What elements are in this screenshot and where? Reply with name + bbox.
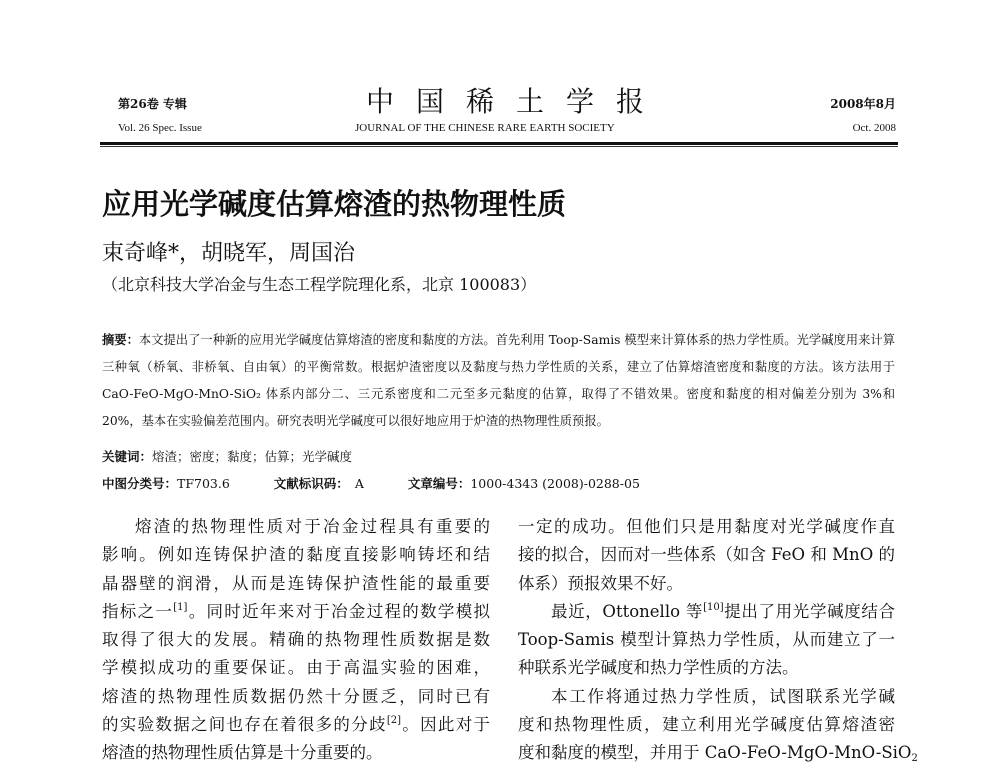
line-text: 取得了很大的发展。精确的热物理性质数据是数 <box>102 630 490 650</box>
article-title: 应用光学碱度估算熔渣的热物理性质 <box>102 187 567 221</box>
line-text: 熔渣的热物理性质估算是十分重要的。 <box>102 743 383 763</box>
volume-en: Vol. 26 Spec. Issue <box>118 122 202 134</box>
abstract <box>102 326 895 435</box>
line-text: 度和黏度的模型，并用于 CaO-FeO-MgO-MnO-SiO <box>518 743 912 763</box>
keywords-text: 熔渣；密度；黏度；估算；光学碱度 <box>152 449 353 464</box>
line-text: 体系）预报效果不好。 <box>518 573 683 593</box>
classification-line <box>102 474 640 492</box>
body-line <box>102 683 490 711</box>
body-line <box>518 626 895 654</box>
body-line <box>518 598 895 626</box>
line-text: 。同时近年来对于冶金过程的数学模拟 <box>187 601 491 621</box>
line-text: 本工作将通过热力学性质，试图联系光学碱 <box>551 686 895 706</box>
body-line <box>518 513 895 541</box>
body-line <box>518 654 895 682</box>
body-line <box>102 598 490 626</box>
line-text: 的实验数据之间也存在着很多的分歧 <box>102 715 387 735</box>
body-line <box>518 570 895 598</box>
line-text: 熔渣的热物理性质对于冶金过程具有重要的 <box>135 517 490 536</box>
line-text: 最近，Ottonello 等 <box>551 601 704 621</box>
body-line <box>102 541 490 569</box>
line-text: 接的拟合，因而对一些体系（如含 FeO 和 MnO 的 <box>518 545 895 565</box>
line-text: 提出了用光学碱度结合 <box>723 601 895 621</box>
line-text: 一定的成功。但他们只是用黏度对光学碱度作直 <box>518 517 895 536</box>
keywords-label: 关键词： <box>102 449 153 464</box>
body-line <box>518 711 895 739</box>
subscript: 2 <box>911 753 918 765</box>
body-line <box>102 654 490 682</box>
journal-title-en: JOURNAL OF THE CHINESE RARE EARTH SOCIETY <box>355 122 615 134</box>
line-text: 学模拟成功的重要保证。由于高温实验的困难， <box>102 658 490 678</box>
body-line <box>102 626 490 654</box>
article-no-label: 文章编号： <box>407 476 471 491</box>
citation: [10] <box>703 601 724 613</box>
abstract-label: 摘要： <box>102 332 139 347</box>
article-no-value: 1000-4343 (2008)-0288-05 <box>470 476 640 491</box>
body-column-left <box>102 513 490 768</box>
body-line <box>102 570 490 598</box>
citation: [1] <box>173 601 188 613</box>
keywords <box>102 447 352 465</box>
line-text: 影响。例如连铸保护渣的黏度直接影响铸坯和结 <box>102 545 490 565</box>
body-line <box>518 541 895 569</box>
volume-cn: 第26卷 专辑 <box>118 97 187 111</box>
clc-label: 中图分类号： <box>102 476 178 491</box>
authors: 束奇峰*，胡晓军，周国治 <box>102 241 356 266</box>
line-text: Toop-Samis 模型计算热力学性质，从而建立了一 <box>518 630 895 650</box>
citation: [2] <box>386 715 401 727</box>
line-text: 种联系光学碱度和热力学性质的方法。 <box>518 658 799 678</box>
doc-code-label: 文献标识码： <box>273 476 349 491</box>
header-rule <box>100 142 898 145</box>
header-rule-thin <box>100 146 898 147</box>
date-en: Oct. 2008 <box>852 122 896 134</box>
line-text: 度和热物理性质，建立利用光学碱度估算熔渣密 <box>518 715 895 735</box>
journal-title-cn: 中国稀土学报 <box>366 85 667 118</box>
body-line <box>102 711 490 739</box>
line-text: 晶器壁的润滑，从而是连铸保护渣性能的最重要 <box>102 573 490 593</box>
body-line <box>518 739 918 767</box>
body-column-right <box>518 513 918 768</box>
clc-value: TF703.6 <box>177 476 230 491</box>
line-text: 。因此对于 <box>401 715 491 735</box>
line-text: 熔渣的热物理性质数据仍然十分匮乏，同时已有 <box>102 686 490 706</box>
abstract-text: 本文提出了一种新的应用光学碱度估算熔渣的密度和黏度的方法。首先利用 Toop-Samis 模型来计算体系的热力学性质。光学碱度用来计算三种氧（桥氧、非桥氧、自由氧）的平衡常数。根据炉渣密度以及黏度与热力学性质的关系，建立了估算熔渣密度和黏度的方法。该方法用于 CaO-FeO-MgO-MnO-SiO₂ 体系内部分二、三元系密度和二元至多元黏度的估算，取得了不错效果。密度和黏度的相对偏差分别为 3%和 20%，基本在实验偏差范围内。研究表明光学碱度可以很好地应用于炉渣的热物理性质预报。 <box>102 333 895 428</box>
body-line <box>102 513 490 541</box>
date-cn: 2008年8月 <box>830 97 896 111</box>
affiliation: （北京科技大学冶金与生态工程学院理化系，北京 100083） <box>102 275 537 294</box>
body-line <box>102 739 490 767</box>
line-text: 指标之一 <box>102 601 174 621</box>
doc-code-value: A <box>354 476 364 491</box>
body-line <box>518 683 895 711</box>
